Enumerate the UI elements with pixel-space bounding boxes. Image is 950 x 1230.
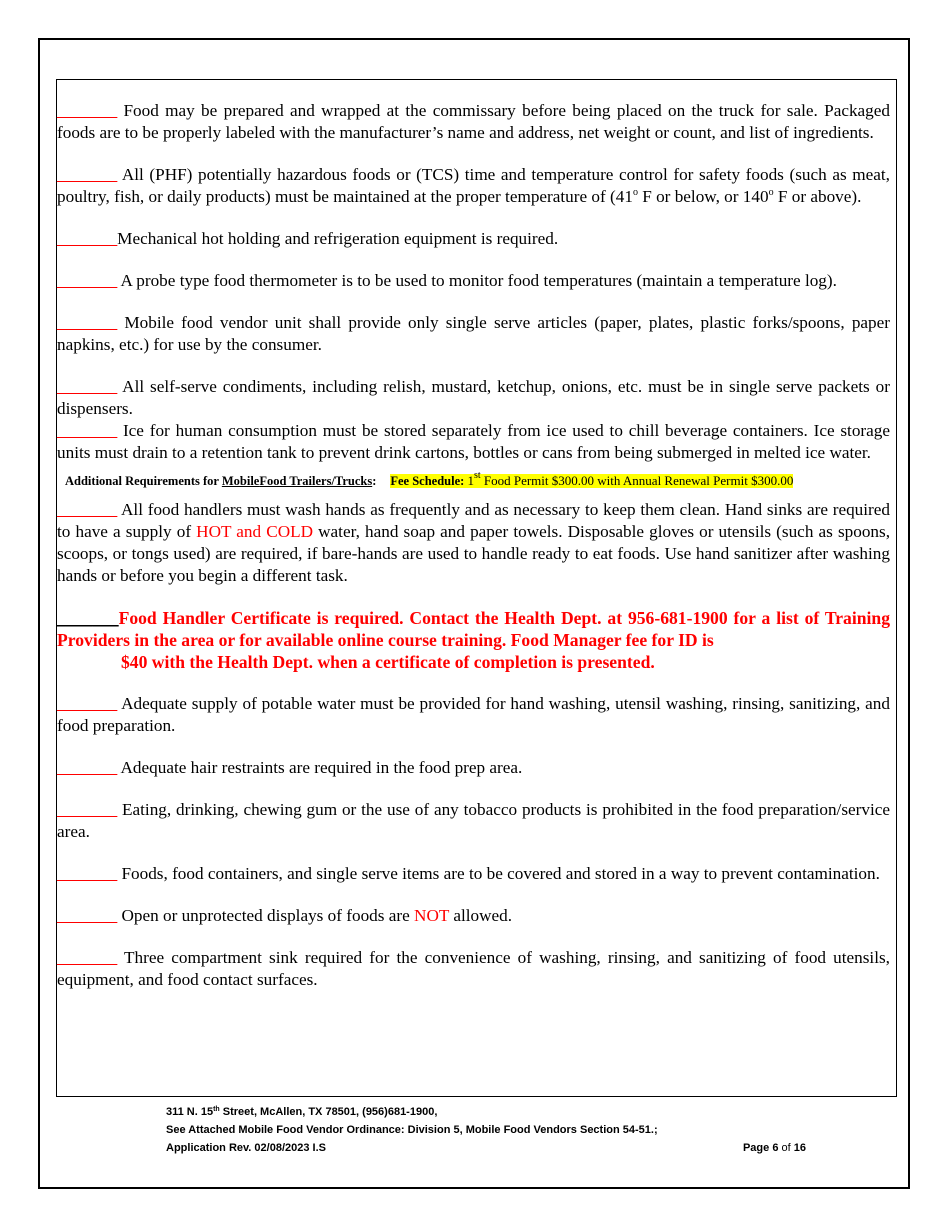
initial-blank[interactable]: _______: [57, 421, 118, 440]
initial-blank[interactable]: _______: [57, 229, 118, 248]
initial-blank[interactable]: _______: [57, 758, 118, 777]
checklist-item-covered-storage: _______ Foods, food containers, and single serve items are to be covered and stored in a way to prevent contamination.: [57, 864, 880, 883]
initial-blank[interactable]: _______: [57, 948, 118, 967]
checklist-item-potable-water: _______ Adequate supply of potable water must be provided for hand washing, utensil washing, rinsing, sanitizing, and food preparation.: [57, 694, 890, 735]
initial-blank[interactable]: _______: [57, 500, 118, 519]
page-number: Page 6 of 16: [742, 1142, 806, 1154]
checklist-item-thermometer: _______ A probe type food thermometer is to be used to monitor food temperatures (maintain a temperature log).: [57, 271, 837, 290]
initial-blank[interactable]: _______: [57, 271, 118, 290]
initial-blank[interactable]: _______: [57, 906, 118, 925]
checklist-item-compartment-sink: _______ Three compartment sink required for the convenience of washing, rinsing, and sanitizing of food utensils, equipment, and food contact surfaces.: [57, 948, 890, 989]
footer-revision: Application Rev. 02/08/2023 I.S: [166, 1142, 326, 1154]
checklist-item-open-displays: _______ Open or unprotected displays of foods are NOT allowed.: [57, 906, 513, 925]
initial-blank[interactable]: _______: [57, 800, 118, 819]
page-footer: [166, 1103, 806, 1157]
checklist-item-prepared-wrapped: _______ Food may be prepared and wrapped at the commissary before being placed on the truck for sale. Packaged foods are to be properly labeled with the manufacturer’s name and address, net weight or count, and list of ingredients.: [57, 101, 891, 142]
checklist-item-hot-holding: _______Mechanical hot holding and refrigeration equipment is required.: [57, 229, 559, 248]
initial-blank[interactable]: _______: [57, 377, 118, 396]
checklist-item-ice: _______ Ice for human consumption must be stored separately from ice used to chill beverage containers. Ice storage units must drain to a retention tank to prevent drink cartons, bottles or cans from being submerged in melted ice water.: [57, 421, 890, 462]
initial-blank[interactable]: _______: [57, 694, 118, 713]
checklist-item-food-handler-certificate: _______Food Handler Certificate is required. Contact the Health Dept. at 956-681-1900 for a list of Training Providers in the area or for available online course training. Food Manager fee for ID is $40 with the Health Dept. when a certificate of completion is presented.: [57, 608, 890, 672]
checklist-item-tobacco: _______ Eating, drinking, chewing gum or the use of any tobacco products is prohibited in the food preparation/service area.: [57, 800, 891, 841]
footer-ordinance: See Attached Mobile Food Vendor Ordinance: Division 5, Mobile Food Vendors Section 54-51.;: [166, 1124, 658, 1136]
footer-address: 311 N. 15th Street, McAllen, TX 78501, (956)681-1900,: [166, 1106, 438, 1118]
checklist-item-handwashing: _______ All food handlers must wash hands as frequently and as necessary to keep them clean. Hand sinks are required to have a supply of HOT and COLD water, hand soap and paper towels. Disposable gloves or utensils (such as spoons, scoops, or tongs used) are required, if bare-hands are used to handle ready to eat foods. Use hand sanitizer after washing hands or before you begin a different task.: [57, 500, 891, 585]
checklist-box: [56, 79, 897, 1097]
checklist-item-hair-restraints: _______ Adequate hair restraints are required in the food prep area.: [57, 758, 523, 777]
initial-blank[interactable]: _______: [57, 313, 118, 332]
initial-blank[interactable]: _______: [57, 864, 118, 883]
initial-blank[interactable]: _______: [57, 101, 118, 120]
checklist-item-condiments: _______ All self-serve condiments, including relish, mustard, ketchup, onions, etc. must be in single serve packets or dispensers.: [57, 377, 890, 418]
fee-schedule: Fee Schedule: 1st Food Permit $300.00 with Annual Renewal Permit $300.00: [390, 470, 794, 488]
checklist-item-hazardous-foods: _______ All (PHF) potentially hazardous foods or (TCS) time and temperature control for safety foods (such as meat, poultry, fish, or daily products) must be maintained at the proper temperature of (41$^o$ F or below, or 140$^o$ F or above).: [57, 165, 890, 206]
checklist-item-single-serve-articles: _______ Mobile food vendor unit shall provide only single serve articles (paper, plates, plastic forks/spoons, paper napkins, etc.) for use by the consumer.: [57, 313, 891, 354]
initial-blank[interactable]: _______: [57, 165, 118, 184]
initial-blank[interactable]: _______: [57, 608, 119, 628]
additional-requirements-heading: Additional Requirements for MobileFood Trailers/Trucks: Fee Schedule: 1st Food Permit $300.00 with Annual Renewal Permit $300.00: [65, 470, 794, 488]
